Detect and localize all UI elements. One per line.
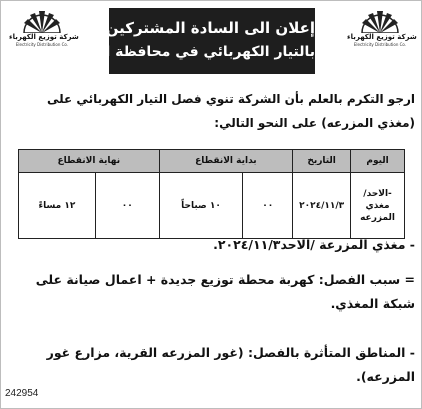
table-header-row <box>19 150 405 173</box>
title-line-1: إعلان الى السادة المشتركين <box>105 19 315 37</box>
title-line-2: بالتيار الكهربائي في محافظة الكرك <box>70 44 315 60</box>
announcement-title-box <box>70 8 315 74</box>
note-feeder-date: - مغذي المزرعة /الاحد٢٠٢٤/١١/٣. <box>213 237 415 252</box>
cell-start-time: ١٠ صباحاً <box>159 173 243 239</box>
reference-number: 242954 <box>5 388 39 399</box>
cell-start-minutes: ٠٠ <box>243 173 293 239</box>
outage-schedule-table <box>18 149 405 239</box>
table-row <box>19 173 405 239</box>
header-date: التاريخ <box>293 150 351 173</box>
header-day: اليوم <box>351 150 405 173</box>
sunburst-logo-icon <box>358 9 402 33</box>
note-outage-reason: = سبب الفصل: كهربة محطة توزيع جديدة + اعمال صيانة على شبكة المغذي. <box>35 272 415 311</box>
intro-paragraph: ارجو التكرم بالعلم بأن الشركة تنوي فصل التيار الكهربائي على (مغذي المزرعه) على النحو التالي: <box>47 92 415 130</box>
cell-date: ٢٠٢٤/١١/٣ <box>293 173 351 239</box>
day-line-2: مغذي <box>365 200 390 211</box>
cell-day <box>351 173 405 239</box>
logo-english-name: Electricity Distribution Co. <box>353 42 407 47</box>
company-logo-right <box>347 9 417 57</box>
header-outage-start: بداية الانقطاع <box>159 150 293 173</box>
header-outage-end: نهاية الانقطاع <box>19 150 160 173</box>
logo-arabic-name: شركة توزيع الكهرباء <box>347 33 417 41</box>
cell-end-time: ١٢ مساءً <box>19 173 96 239</box>
day-line-1: -الاحد/ <box>363 188 392 199</box>
logo-arabic-name: شركة توزيع الكهرباء <box>9 33 79 41</box>
company-logo-left <box>9 9 79 57</box>
sunburst-logo-icon <box>20 9 64 33</box>
logo-english-name: Electricity Distribution Co. <box>15 42 69 47</box>
cell-end-minutes: ٠٠ <box>95 173 159 239</box>
note-affected-areas: - المناطق المتأثرة بالفصل: (غور المزرعه القرية، مزارع غور المزرعه). <box>46 345 415 384</box>
day-line-3: المزرعه <box>360 212 395 223</box>
